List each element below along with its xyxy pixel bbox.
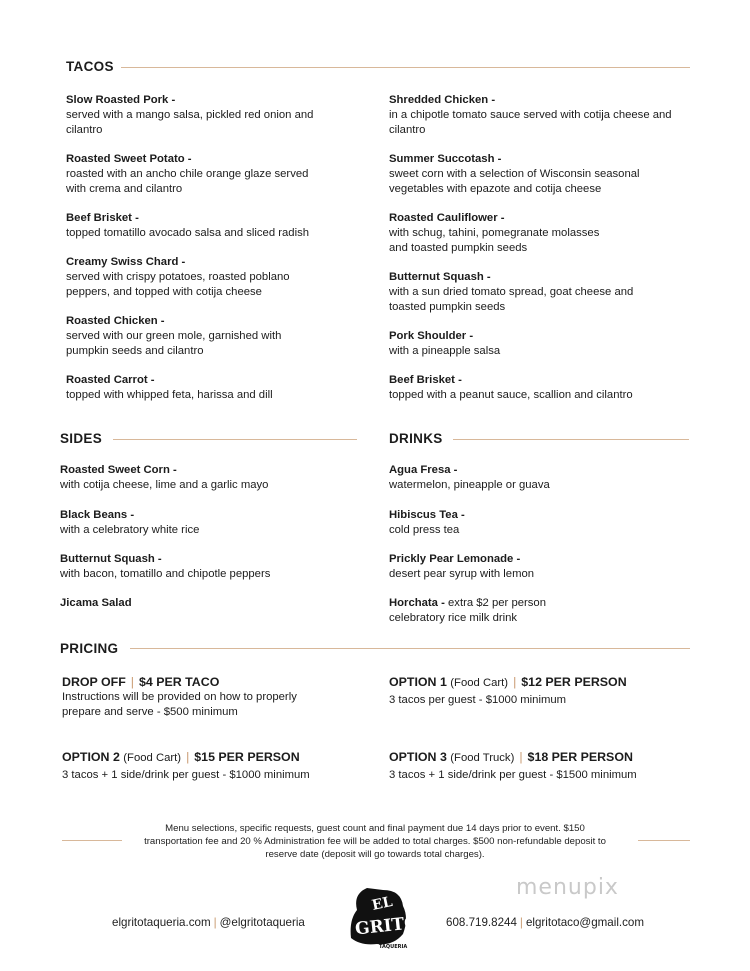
option3-description: 3 tacos + 1 side/drink per guest - $1500 minimum xyxy=(389,769,637,781)
el-grito-logo xyxy=(343,880,415,952)
dropoff-heading: DROP OFF | $4 PER TACO xyxy=(62,675,220,689)
list-item: Black Beans - with a celebratory white rice xyxy=(60,509,200,536)
sides-divider xyxy=(113,439,357,440)
tacos-heading: TACOS xyxy=(66,59,114,74)
list-item: Creamy Swiss Chard - served with crispy potatoes, roasted poblano peppers, and topped with cotija cheese xyxy=(66,256,290,298)
list-item: Pork Shoulder - with a pineapple salsa xyxy=(389,330,501,357)
option1-heading: OPTION 1 (Food Cart) | $12 PER PERSON xyxy=(389,675,627,689)
list-item: Beef Brisket - topped with a peanut sauce, scallion and cilantro xyxy=(389,374,633,401)
list-item: Roasted Sweet Corn - with cotija cheese, lime and a garlic mayo xyxy=(60,464,269,491)
note-divider-left xyxy=(62,840,122,841)
website-link[interactable]: elgritotaqueria.com xyxy=(112,916,211,929)
logo-text-el: EL xyxy=(370,893,394,914)
dropoff-description: Instructions will be provided on how to properly prepare and serve - $500 minimum xyxy=(62,691,297,718)
list-item: Roasted Chicken - served with our green mole, garnished with pumpkin seeds and cilantro xyxy=(66,315,282,357)
pricing-divider xyxy=(130,648,690,649)
list-item: Butternut Squash - with a sun dried tomato spread, goat cheese and toasted pumpkin seeds xyxy=(389,271,634,313)
list-item: Roasted Sweet Potato - roasted with an ancho chile orange glaze served with crema and cilantro xyxy=(66,153,309,195)
logo-text-grito: GRITO xyxy=(354,912,415,940)
list-item: Hibiscus Tea - cold press tea xyxy=(389,509,465,536)
email-link[interactable]: elgritotaco@gmail.com xyxy=(525,916,645,929)
sides-heading: SIDES xyxy=(60,431,103,446)
option1-description: 3 tacos per guest - $1000 minimum xyxy=(389,694,567,706)
drinks-divider xyxy=(453,439,689,440)
list-item: Summer Succotash - sweet corn with a selection of Wisconsin seasonal vegetables with epazote and cotija cheese xyxy=(389,153,640,195)
list-item: Butternut Squash - with bacon, tomatillo and chipotle peppers xyxy=(60,553,271,580)
note-divider-right xyxy=(638,840,690,841)
watermark: menupix xyxy=(516,875,619,900)
pricing-heading: PRICING xyxy=(60,641,119,656)
list-item: Shredded Chicken - in a chipotle tomato sauce served with cotija cheese and cilantro xyxy=(389,94,672,136)
list-item: Prickly Pear Lemonade - desert pear syrup with lemon xyxy=(389,553,535,580)
list-item: Horchata - extra $2 per person celebratory rice milk drink xyxy=(389,597,546,624)
list-item: Beef Brisket - topped tomatillo avocado salsa and sliced radish xyxy=(66,212,310,239)
social-handle[interactable]: @elgritotaqueria xyxy=(219,916,305,929)
option2-heading: OPTION 2 (Food Cart) | $15 PER PERSON xyxy=(62,750,300,764)
tacos-divider xyxy=(121,67,690,68)
footer-left: elgritotaqueria.com | @elgritotaqueria xyxy=(112,916,305,929)
phone-number[interactable]: 608.719.8244 xyxy=(446,916,517,929)
list-item: Slow Roasted Pork - served with a mango salsa, pickled red onion and cilantro xyxy=(66,94,314,136)
list-item: Roasted Cauliflower - with schug, tahini, pomegranate molasses and toasted pumpkin seeds xyxy=(389,212,600,254)
option2-description: 3 tacos + 1 side/drink per guest - $1000 minimum xyxy=(62,769,310,781)
footer-right: 608.719.8244 | elgritotaco@gmail.com xyxy=(446,916,645,929)
option3-heading: OPTION 3 (Food Truck) | $18 PER PERSON xyxy=(389,750,633,764)
list-item: Jicama Salad xyxy=(60,597,132,609)
payment-note: Menu selections, specific requests, guest count and final payment due 14 days prior to event. $150 transportation fee and 20 % Administration fee will be added to total charges. $500 non-refundable deposit to reserve date (deposit will go towards total charges). xyxy=(144,823,606,860)
list-item: Agua Fresa - watermelon, pineapple or guava xyxy=(389,464,550,491)
logo-tagline: TAQUERIA xyxy=(379,944,408,950)
drinks-heading: DRINKS xyxy=(389,431,443,446)
list-item: Roasted Carrot - topped with whipped feta, harissa and dill xyxy=(66,374,273,401)
